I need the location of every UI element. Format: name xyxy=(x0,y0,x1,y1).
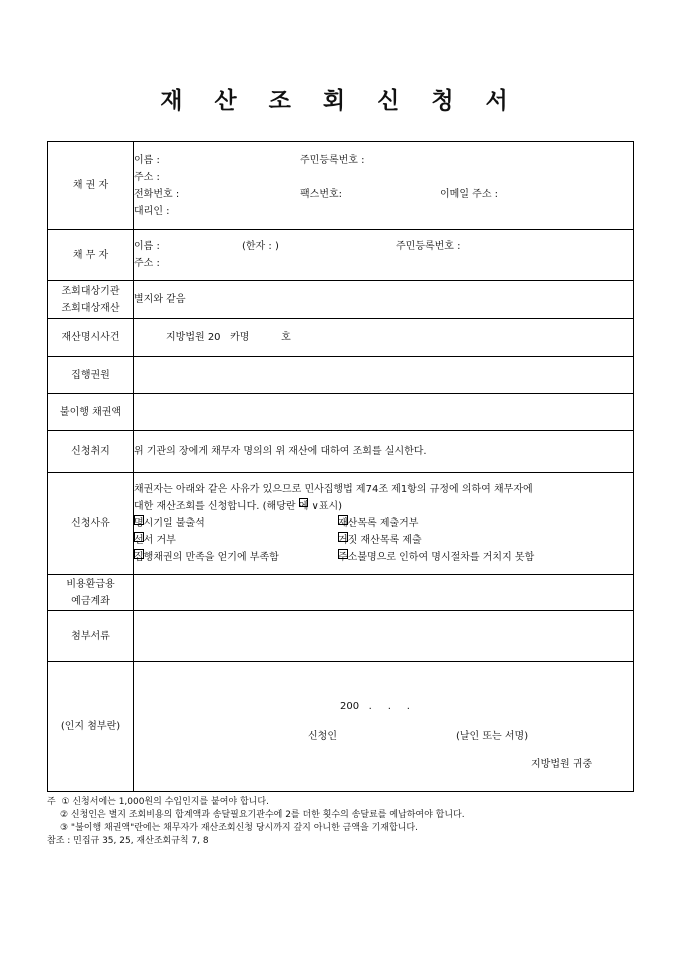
unpaid-label: 불이행 채권액 xyxy=(48,394,134,431)
case-value[interactable]: 지방법원 20 카명 호 xyxy=(134,319,634,357)
refund-label-line1: 비용환급용 xyxy=(66,578,115,590)
document-title: 재 산 조 회 신 청 서 xyxy=(160,87,520,114)
footnote-prefix: 주 xyxy=(47,797,56,807)
reason-text-line2-a: 대한 재산조회를 신청합니다. (해당란 xyxy=(134,501,299,512)
stamp-label: (인지 첨부란) xyxy=(48,662,134,792)
checkbox-icon[interactable] xyxy=(134,532,144,542)
reason-text-line2 xyxy=(134,498,342,515)
exec-title-label: 집행권원 xyxy=(48,357,134,394)
target-label-institution: 조회대상기관 xyxy=(61,285,120,297)
debtor-label: 채 무 자 xyxy=(48,230,134,281)
debtor-hanja-label: (한자 : ) xyxy=(242,241,279,252)
debtor-name-label: 이름 : xyxy=(134,241,160,252)
case-label: 재산명시사건 xyxy=(48,319,134,357)
case-row xyxy=(48,319,634,357)
checkbox-icon[interactable] xyxy=(338,532,348,542)
reason-option-insufficient[interactable]: 집행채권의 만족을 얻기에 부족함 xyxy=(134,549,279,566)
footnote-reference: 참조 : 민집규 35, 25, 재산조회규칙 7, 8 xyxy=(47,836,209,846)
application-form-table xyxy=(47,141,634,792)
target-label xyxy=(48,281,134,319)
footnote-2: ② 신청인은 별지 조회비용의 합계액과 송달필요기관수에 2를 더한 횟수의 송달료를 예납하여야 합니다. xyxy=(60,810,465,820)
refund-label-line2: 예금계좌 xyxy=(71,595,110,607)
checkbox-icon[interactable] xyxy=(134,515,144,525)
refund-field[interactable] xyxy=(134,575,634,611)
creditor-email-label: 이메일 주소 : xyxy=(440,188,499,200)
attachments-label: 첨부서류 xyxy=(48,611,134,662)
exec-title-field[interactable] xyxy=(134,357,634,394)
creditor-phone-label: 전화번호 : xyxy=(134,188,180,200)
attachments-row xyxy=(48,611,634,662)
reason-text-line1: 채권자는 아래와 같은 사유가 있으므로 민사집행법 제74조 제1항의 규정에 의하여 채무자에 xyxy=(134,484,533,495)
reason-option-refuse-oath[interactable]: 선서 거부 xyxy=(134,532,176,549)
creditor-label: 채 권 자 xyxy=(48,142,134,230)
purpose-label: 신청취지 xyxy=(48,431,134,473)
target-row xyxy=(48,281,634,319)
refund-label xyxy=(48,575,134,611)
reason-label: 신청사유 xyxy=(48,473,134,575)
signature-date[interactable]: 200 . . . xyxy=(340,701,410,712)
checkbox-icon[interactable] xyxy=(134,549,144,559)
creditor-row xyxy=(48,142,634,230)
reason-option-false-list[interactable]: 거짓 재산목록 제출 xyxy=(338,532,422,549)
footnote-3: ③ "불이행 채권액"란에는 채무자가 재산조회신청 당시까지 갚지 아니한 금액을 기재합니다. xyxy=(60,823,418,833)
debtor-row xyxy=(48,230,634,281)
reason-option-refuse-list[interactable]: 재산목록 제출거부 xyxy=(338,515,418,532)
signature-area xyxy=(134,662,634,792)
target-label-property: 조회대상재산 xyxy=(61,302,120,314)
reason-option-unknown-address[interactable]: 주소불명으로 인하여 명시절차를 거치지 못함 xyxy=(338,549,534,566)
checkbox-icon[interactable] xyxy=(338,549,348,559)
debtor-address-label: 주소 : xyxy=(134,258,160,269)
reason-text-line2-b: 에 ∨표시) xyxy=(298,501,343,512)
reason-fields xyxy=(134,473,634,575)
unpaid-field[interactable] xyxy=(134,394,634,431)
seal-label: (날인 또는 서명) xyxy=(456,731,529,742)
footnotes xyxy=(47,796,465,848)
creditor-rrn-label: 주민등록번호 : xyxy=(300,154,365,166)
creditor-fields[interactable] xyxy=(134,142,634,230)
purpose-row xyxy=(48,431,634,473)
creditor-fax-label: 팩스번호: xyxy=(300,188,343,200)
stamp-row xyxy=(48,662,634,792)
court-addressee: 지방법원 귀중 xyxy=(531,759,593,770)
checkbox-legend-icon xyxy=(299,498,308,507)
debtor-rrn-label: 주민등록번호 : xyxy=(396,241,461,252)
purpose-value: 위 기관의 장에게 채무자 명의의 위 재산에 대하여 조회를 실시한다. xyxy=(134,431,634,473)
unpaid-row xyxy=(48,394,634,431)
reason-option-no-show[interactable]: 명시기일 불출석 xyxy=(134,515,205,532)
footnote-1: 주 ① 신청서에는 1,000원의 수입인지를 붙여야 합니다. xyxy=(47,797,269,807)
reason-row xyxy=(48,473,634,575)
creditor-name-label: 이름 : xyxy=(134,154,160,166)
applicant-label: 신청인 xyxy=(308,731,337,742)
creditor-address-label: 주소 : xyxy=(134,171,160,183)
refund-row xyxy=(48,575,634,611)
attachments-field[interactable] xyxy=(134,611,634,662)
checkbox-icon[interactable] xyxy=(338,515,348,525)
exec-title-row xyxy=(48,357,634,394)
target-value: 별지와 같음 xyxy=(134,281,634,319)
creditor-agent-label: 대리인 : xyxy=(134,205,170,217)
debtor-fields[interactable] xyxy=(134,230,634,281)
